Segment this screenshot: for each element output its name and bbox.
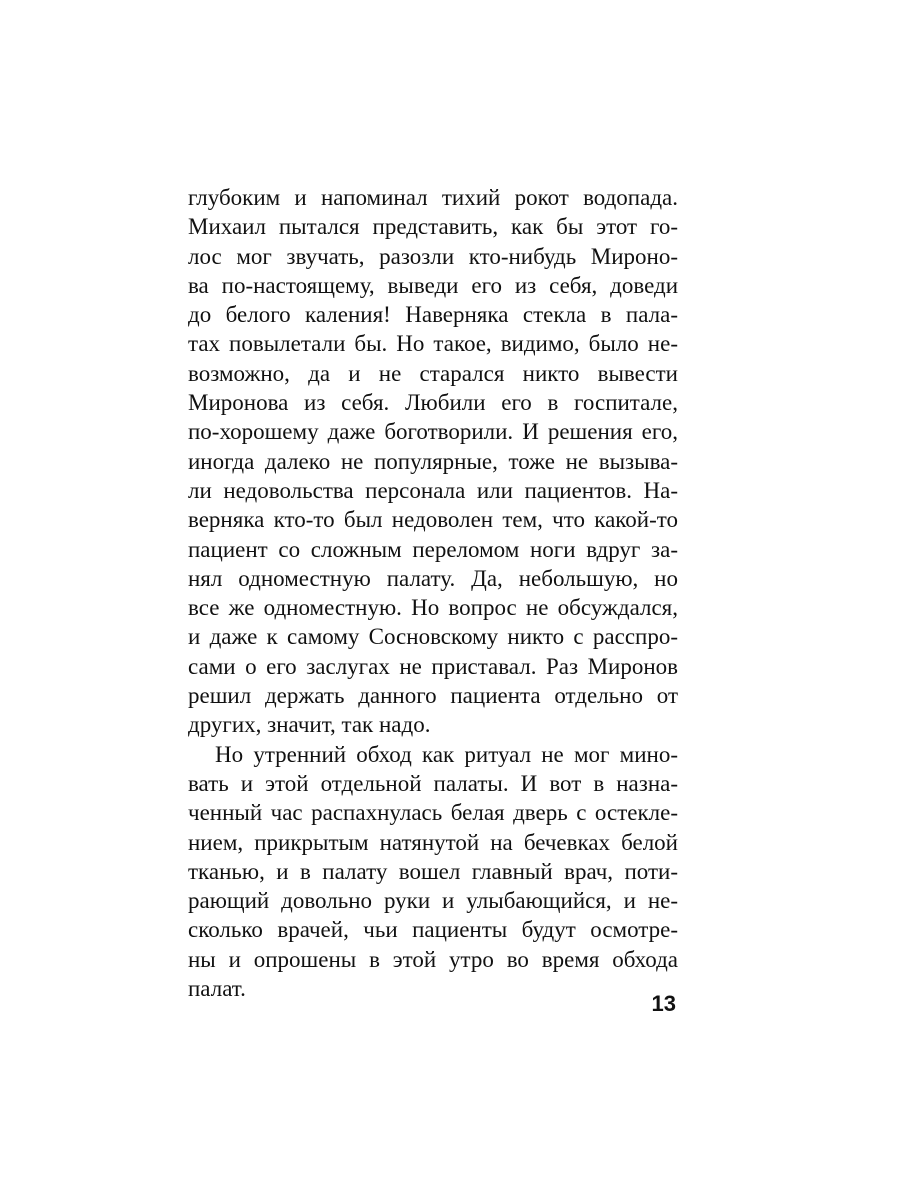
text-line: ны и опрошены в этой утро во время обхода <box>188 946 678 972</box>
text-line: верняка кто-то был недоволен тем, что какой-то <box>188 507 678 533</box>
text-line: нял одноместную палату. Да, небольшую, но <box>188 565 678 591</box>
text-line: нием, прикрытым натянутой на бечевках белой <box>188 829 678 855</box>
text-line: Миронова из себя. Любили его в госпитале, <box>188 390 678 416</box>
page-number: 13 <box>651 991 676 1016</box>
text-line: Но утренний обход как ритуал не мог мино- <box>215 741 678 767</box>
text-line: решил держать данного пациента отдельно от <box>188 683 678 709</box>
text-line: иногда далеко не популярные, тоже не вызыва- <box>188 448 678 474</box>
paragraph-2 <box>188 740 678 1004</box>
text-line: тканью, и в палату вошел главный врач, поти- <box>188 858 678 884</box>
text-line: вать и этой отдельной палаты. И вот в назна- <box>188 770 678 796</box>
text-line: возможно, да и не старался никто вывести <box>188 360 678 386</box>
text-line: сколько врачей, чьи пациенты будут осмотре- <box>188 917 678 943</box>
text-line: лос мог звучать, разозли кто-нибудь Мироно- <box>188 243 678 269</box>
text-line: других, значит, так надо. <box>188 712 431 738</box>
text-line: рающий довольно руки и улыбающийся, и не- <box>188 888 678 914</box>
text-line: по-хорошему даже боготворили. И решения его, <box>188 419 678 445</box>
text-line: до белого каления! Наверняка стекла в пала- <box>188 302 678 328</box>
text-line: глубоким и напоминал тихий рокот водопада. <box>188 185 678 210</box>
text-line: Михаил пытался представить, как бы этот го- <box>188 214 678 240</box>
text-line: ченный час распахнулась белая дверь с остекле- <box>188 800 678 826</box>
text-line: ва по-настоящему, выведи его из себя, доведи <box>188 272 678 298</box>
text-line: тах повылетали бы. Но такое, видимо, было не- <box>188 331 678 357</box>
text-line: ли недовольства персонала или пациентов. На- <box>188 477 678 503</box>
text-line: и даже к самому Сосновскому никто с расспро- <box>188 624 678 650</box>
text-line: сами о его заслугах не приставал. Раз Миронов <box>188 653 678 679</box>
text-line: палат. <box>188 976 246 1002</box>
text-line: все же одноместную. Но вопрос не обсуждался, <box>188 595 678 621</box>
paragraph-1 <box>188 183 678 740</box>
text-line: пациент со сложным переломом ноги вдруг за- <box>188 536 678 562</box>
body-text <box>188 183 678 1003</box>
